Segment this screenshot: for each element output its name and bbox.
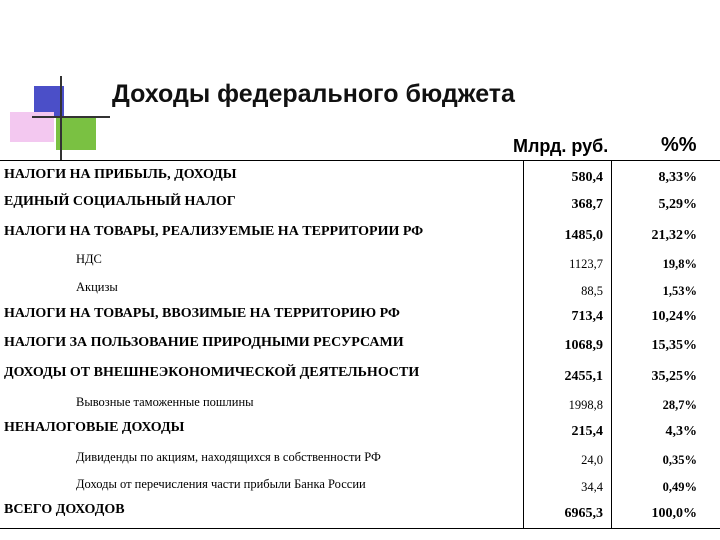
page-title: Доходы федерального бюджета [112, 80, 515, 108]
row-label: НАЛОГИ НА ПРИБЫЛЬ, ДОХОДЫ [4, 167, 237, 182]
row-label: Доходы от перечисления части прибыли Банка России [76, 477, 366, 491]
row-percent: 4,3% [665, 424, 697, 439]
row-percent: 35,25% [651, 369, 697, 384]
row-label: НАЛОГИ НА ТОВАРЫ, ВВОЗИМЫЕ НА ТЕРРИТОРИЮ РФ [4, 306, 400, 321]
row-percent: 19,8% [662, 257, 697, 271]
row-percent: 15,35% [651, 338, 697, 353]
row-amount: 1068,9 [564, 338, 603, 353]
decor-green-square [56, 118, 96, 150]
row-amount: 34,4 [581, 480, 603, 494]
decor-vertical-line [60, 76, 62, 160]
row-amount: 1998,8 [568, 398, 603, 412]
row-label: ДОХОДЫ ОТ ВНЕШНЕЭКОНОМИЧЕСКОЙ ДЕЯТЕЛЬНОСТИ [4, 365, 420, 380]
row-amount: 1123,7 [569, 257, 603, 271]
row-percent: 28,7% [662, 398, 697, 412]
column-divider-amount [523, 160, 524, 529]
row-percent: 8,33% [658, 170, 697, 185]
table-bottom-border [0, 528, 720, 529]
row-amount: 580,4 [571, 170, 603, 185]
row-amount: 215,4 [571, 424, 603, 439]
row-label: Вывозные таможенные пошлины [76, 395, 254, 409]
decor-horizontal-line [32, 116, 110, 118]
row-amount: 88,5 [581, 284, 603, 298]
row-amount: 713,4 [571, 309, 603, 324]
row-percent: 0,49% [662, 480, 697, 494]
column-header-amount: Млрд. руб. [513, 136, 609, 156]
row-label: НДС [76, 252, 102, 266]
row-label: Дивиденды по акциям, находящихся в собственности РФ [76, 450, 381, 464]
row-label: ЕДИНЫЙ СОЦИАЛЬНЫЙ НАЛОГ [4, 194, 236, 209]
row-percent: 1,53% [662, 284, 697, 298]
row-amount: 2455,1 [564, 369, 603, 384]
row-percent: 100,0% [651, 506, 697, 521]
row-label: НЕНАЛОГОВЫЕ ДОХОДЫ [4, 420, 185, 435]
row-percent: 0,35% [662, 453, 697, 467]
row-amount: 1485,0 [564, 228, 603, 243]
row-percent: 10,24% [651, 309, 697, 324]
row-amount: 24,0 [581, 453, 603, 467]
row-percent: 5,29% [658, 197, 697, 212]
row-label: НАЛОГИ НА ТОВАРЫ, РЕАЛИЗУЕМЫЕ НА ТЕРРИТОРИИ РФ [4, 224, 424, 239]
row-label: ВСЕГО ДОХОДОВ [4, 502, 125, 517]
row-percent: 21,32% [651, 228, 697, 243]
row-amount: 368,7 [571, 197, 603, 212]
column-header-percent: %% [661, 134, 697, 156]
table-top-border [0, 160, 720, 161]
row-label: Акцизы [76, 280, 118, 294]
row-amount: 6965,3 [564, 506, 603, 521]
row-label: НАЛОГИ ЗА ПОЛЬЗОВАНИЕ ПРИРОДНЫМИ РЕСУРСАМИ [4, 335, 404, 350]
column-divider-percent [611, 160, 612, 529]
